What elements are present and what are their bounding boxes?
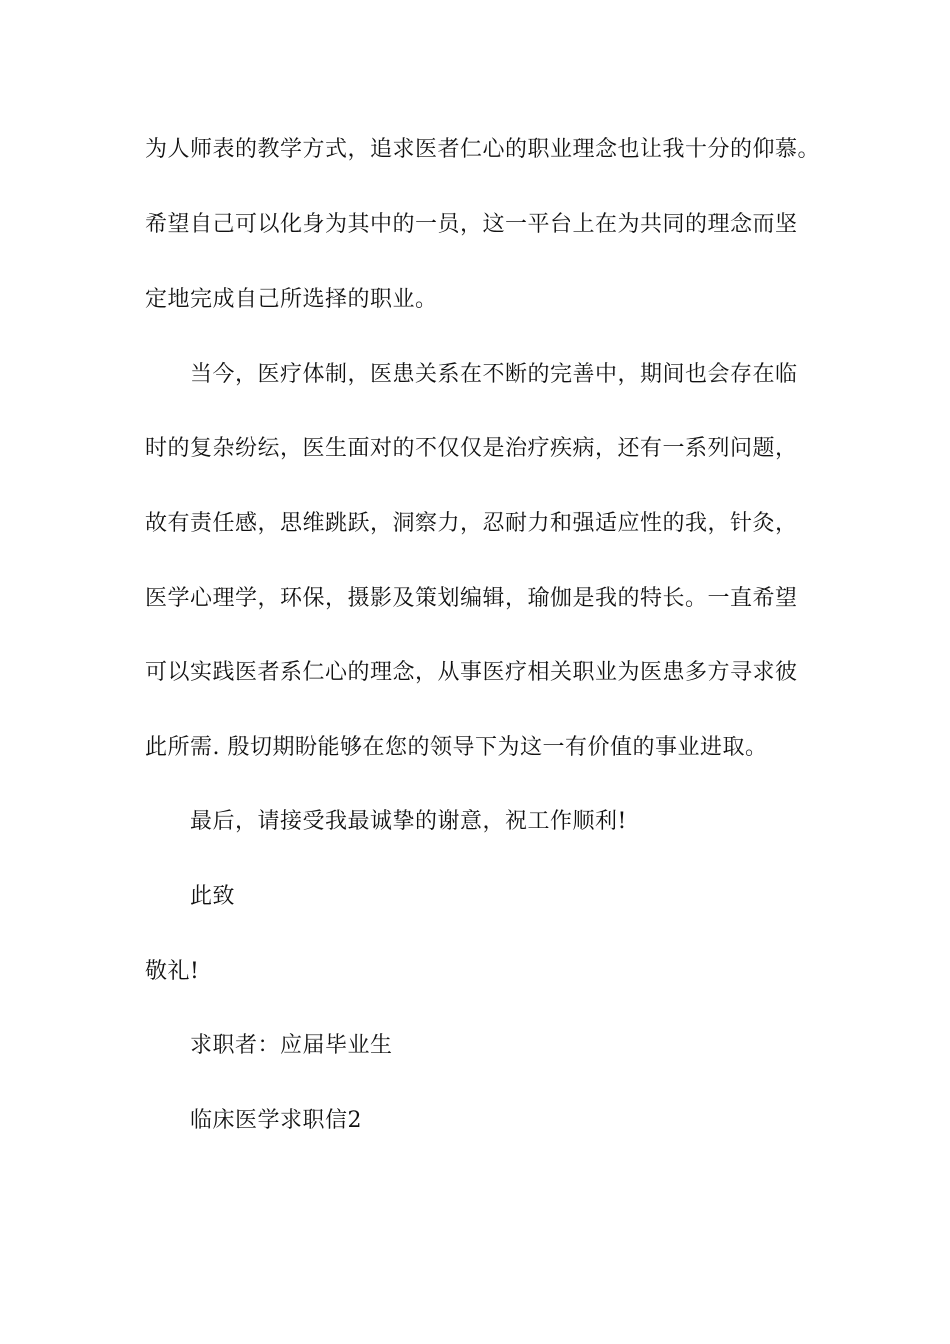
closing-line: 最后，请接受我最诚挚的谢意，祝工作顺利!	[190, 809, 627, 834]
body-line: 定地完成自己所选择的职业。	[145, 287, 438, 312]
body-line: 此所需. 殷切期盼能够在您的领导下为这一有价值的事业进取。	[145, 735, 768, 760]
body-line: 故有责任感，思维跳跃，洞察力，忍耐力和强适应性的我，针灸，	[145, 511, 798, 536]
body-line: 时的复杂纷纭，医生面对的不仅仅是治疗疾病，还有一系列问题，	[145, 436, 798, 461]
body-line: 为人师表的教学方式，追求医者仁心的职业理念也让我十分的仰慕。	[145, 137, 821, 162]
salutation-line: 此致	[190, 884, 236, 909]
body-line: 希望自己可以化身为其中的一员，这一平台上在为共同的理念而坚	[145, 212, 798, 237]
body-line: 医学心理学，环保，摄影及策划编辑，瑜伽是我的特长。一直希望	[145, 586, 798, 611]
body-line: 可以实践医者系仁心的理念，从事医疗相关职业为医患多方寻求彼	[145, 660, 798, 685]
body-line: 当今，医疗体制，医患关系在不断的完善中，期间也会存在临	[190, 362, 798, 387]
signature-line: 求职者：应届毕业生	[190, 1033, 393, 1058]
salutation-line: 敬礼!	[145, 959, 200, 984]
section-heading: 临床医学求职信2	[190, 1108, 362, 1133]
